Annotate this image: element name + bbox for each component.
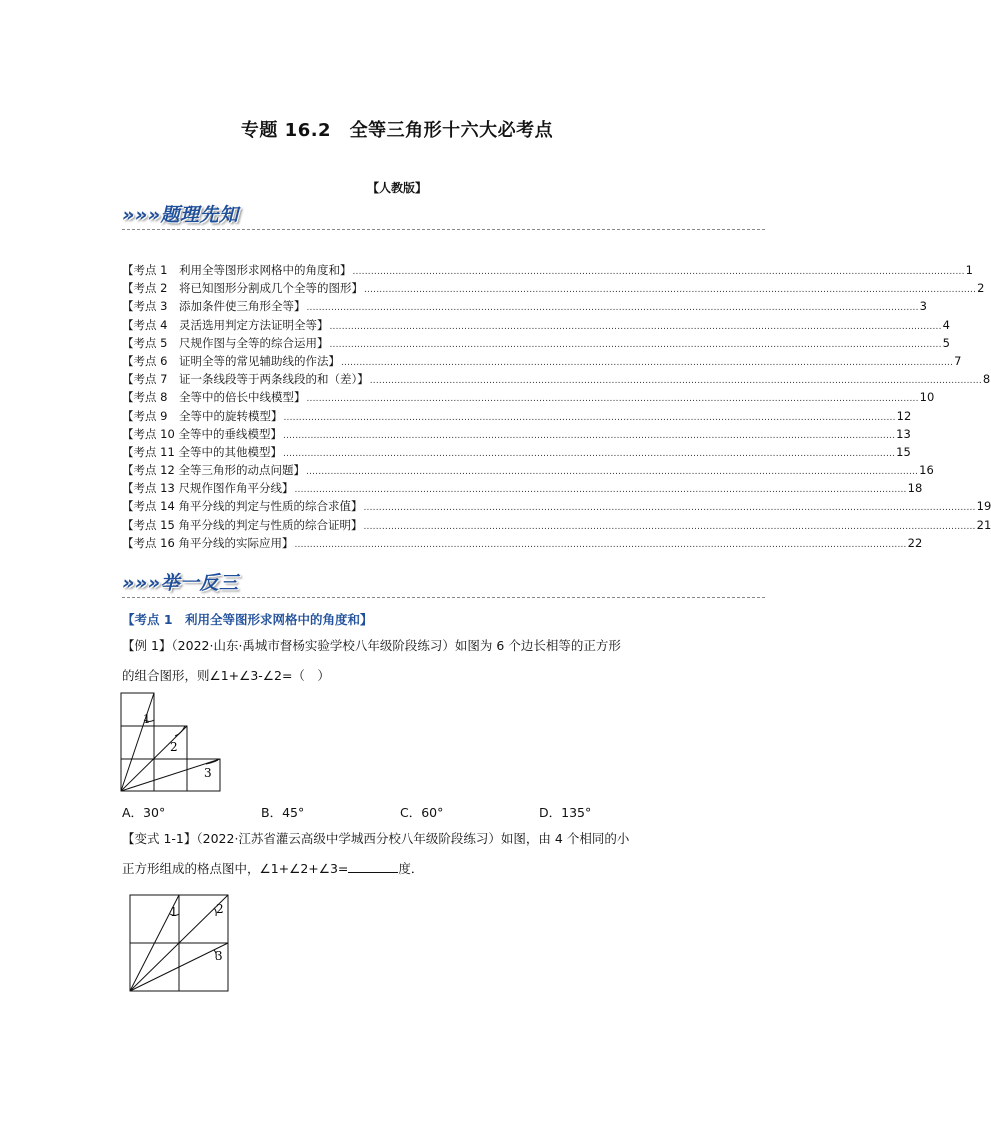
toc-leader-dots: ........................................................................................................................................................................................................ <box>306 394 919 405</box>
toc-entry-label: 【考点 7 证一条线段等于两条线段的和（差）】 <box>122 372 369 387</box>
toc-leader-dots: ........................................................................................................................................................................................................ <box>283 412 896 423</box>
figure-1-grid <box>118 690 224 794</box>
answer-blank[interactable] <box>348 860 398 873</box>
toc-entry-page: 5 <box>942 335 950 350</box>
toc-leader-dots: ........................................................................................................................................................................................................ <box>363 521 976 532</box>
toc-entry-label: 【考点 16 角平分线的实际应用】 <box>122 535 294 550</box>
toc-entry[interactable] <box>122 426 911 444</box>
toc-entry-page: 10 <box>919 390 935 405</box>
toc-leader-dots: ........................................................................................................................................................................................................ <box>294 485 907 496</box>
toc-entry[interactable] <box>122 408 912 426</box>
toc-entry[interactable] <box>122 389 935 407</box>
toc-entry-label: 【考点 9 全等中的旋转模型】 <box>122 408 283 423</box>
toc-entry-page: 18 <box>907 481 923 496</box>
choice-d[interactable]: D．135° <box>539 805 592 820</box>
divider <box>122 597 765 598</box>
variant-line-2-text: 正方形组成的格点图中，∠1+∠2+∠3= <box>122 861 349 876</box>
variant-line-2 <box>122 858 682 880</box>
toc-entry-label: 【考点 14 角平分线的判定与性质的综合求值】 <box>122 499 363 514</box>
example-1-line-2: 的组合图形，则∠1+∠3-∠2=（ ） <box>122 668 330 683</box>
toc-entry[interactable] <box>122 280 985 298</box>
variant-line-1: 【变式 1-1】（2022·江苏省灌云高级中学城西分校八年级阶段练习）如图，由 4 个相同的小 <box>122 831 630 846</box>
toc-leader-dots: ........................................................................................................................................................................................................ <box>282 448 896 459</box>
toc-entry-label: 【考点 10 全等中的垂线模型】 <box>122 426 282 441</box>
toc-entry-label: 【考点 4 灵活选用判定方法证明全等】 <box>122 317 329 332</box>
toc-leader-dots: ........................................................................................................................................................................................................ <box>329 339 942 350</box>
edition-label: 【人教版】 <box>366 181 427 195</box>
toc-entry-label: 【考点 1 利用全等图形求网格中的角度和】 <box>122 263 352 277</box>
toc-entry-label: 【考点 5 尺规作图与全等的综合运用】 <box>122 335 329 350</box>
toc-entry-label: 【考点 15 角平分线的判定与性质的综合证明】 <box>122 517 363 532</box>
toc-entry[interactable] <box>122 317 950 335</box>
toc-entry[interactable] <box>122 371 991 389</box>
banner-practice <box>122 568 765 598</box>
variant-line-2-suffix: 度． <box>398 861 424 876</box>
toc-entry[interactable] <box>122 480 923 498</box>
toc-entry-page: 3 <box>919 299 927 314</box>
toc-entry[interactable] <box>122 498 991 516</box>
toc-entry-page: 13 <box>896 426 911 441</box>
toc-entry-label: 【考点 3 添加条件使三角形全等】 <box>122 299 306 314</box>
toc-entry-label: 【考点 11 全等中的其他模型】 <box>122 444 282 459</box>
table-of-contents <box>122 262 991 553</box>
toc-entry[interactable] <box>122 353 962 371</box>
divider <box>122 229 765 230</box>
toc-entry[interactable] <box>122 262 973 280</box>
toc-entry-page: 8 <box>982 372 991 387</box>
toc-entry-label: 【考点 2 将已知图形分割成几个全等的图形】 <box>122 281 363 296</box>
toc-leader-dots: ........................................................................................................................................................................................................ <box>329 321 942 332</box>
toc-entry-label: 【考点 12 全等三角形的动点问题】 <box>122 463 305 478</box>
toc-entry-label: 【考点 6 证明全等的常见辅助线的作法】 <box>122 353 340 368</box>
toc-entry[interactable] <box>122 298 927 316</box>
toc-entry[interactable] <box>122 535 923 553</box>
toc-entry-page: 2 <box>977 281 985 296</box>
toc-entry-page: 12 <box>896 408 912 423</box>
angle-1-label: 1 <box>143 712 151 726</box>
choice-a[interactable]: A．30° <box>122 805 166 820</box>
banner-overview-text: »»»题理先知 <box>122 204 239 226</box>
toc-entry[interactable] <box>122 335 950 353</box>
toc-entry-page: 22 <box>907 535 923 550</box>
toc-entry-page: 15 <box>896 444 911 459</box>
banner-practice-text: »»»举一反三 <box>122 572 239 594</box>
section-heading: 【考点 1 利用全等图形求网格中的角度和】 <box>122 612 373 627</box>
toc-entry-page: 19 <box>976 499 991 514</box>
toc-entry-page: 7 <box>954 353 962 368</box>
angle-1-label: 1 <box>170 905 178 919</box>
figure-2-grid <box>126 892 232 994</box>
example-1-text <box>122 635 682 687</box>
toc-leader-dots: ........................................................................................................................................................................................................ <box>352 267 965 277</box>
toc-leader-dots: ........................................................................................................................................................................................................ <box>369 376 982 387</box>
angle-2-label: 2 <box>216 902 224 916</box>
toc-entry[interactable] <box>122 517 991 535</box>
toc-entry-page: 21 <box>976 517 991 532</box>
angle-2-label: 2 <box>170 740 178 754</box>
angle-3-label: 3 <box>204 766 212 780</box>
choice-c[interactable]: C．60° <box>400 805 444 820</box>
variant-1-1-text <box>122 828 682 880</box>
page-title: 专题 16.2 全等三角形十六大必考点 <box>240 120 554 141</box>
banner-overview <box>122 200 765 230</box>
toc-entry-page: 16 <box>919 463 934 478</box>
angle-3-label: 3 <box>215 949 223 963</box>
toc-entry-label: 【考点 13 尺规作图作角平分线】 <box>122 481 294 496</box>
toc-leader-dots: ........................................................................................................................................................................................................ <box>340 357 954 368</box>
toc-leader-dots: ........................................................................................................................................................................................................ <box>294 539 907 550</box>
toc-leader-dots: ........................................................................................................................................................................................................ <box>363 503 976 514</box>
toc-entry-page: 4 <box>942 317 950 332</box>
choices <box>122 803 682 821</box>
toc-leader-dots: ........................................................................................................................................................................................................ <box>363 285 977 296</box>
choice-b[interactable]: B．45° <box>261 805 305 820</box>
toc-entry[interactable] <box>122 462 934 480</box>
example-1-line-1: 【例 1】（2022·山东·禹城市督杨实验学校八年级阶段练习）如图为 6 个边长相等的正方形 <box>122 638 621 653</box>
toc-leader-dots: ........................................................................................................................................................................................................ <box>306 303 919 314</box>
toc-entry-label: 【考点 8 全等中的倍长中线模型】 <box>122 390 306 405</box>
toc-entry-page: 1 <box>965 263 973 277</box>
toc-leader-dots: ........................................................................................................................................................................................................ <box>305 467 919 478</box>
toc-entry[interactable] <box>122 444 911 462</box>
toc-leader-dots: ........................................................................................................................................................................................................ <box>282 430 896 441</box>
